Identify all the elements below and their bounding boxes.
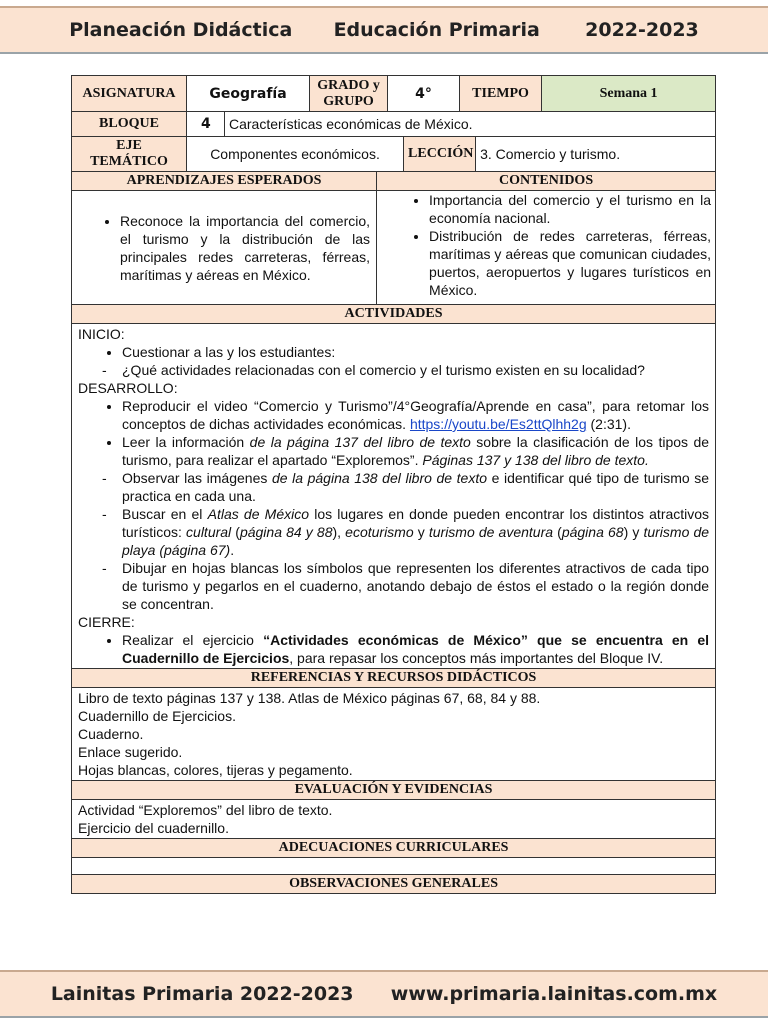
bloque-description: Características económicas de México. xyxy=(225,112,716,137)
grado-label: GRADO y GRUPO xyxy=(310,76,388,112)
asignatura-value: Geografía xyxy=(187,76,310,112)
referencias-cell xyxy=(72,688,716,781)
asignatura-label: ASIGNATURA xyxy=(72,76,187,112)
inicio-label: INICIO: xyxy=(78,326,125,342)
aprendizajes-heading: APRENDIZAJES ESPERADOS xyxy=(72,172,377,191)
evaluacion-line: Ejercicio del cuadernillo. xyxy=(78,820,229,836)
referencia-line: Cuadernillo de Ejercicios. xyxy=(78,708,236,724)
eje-value: Componentes económicos. xyxy=(187,137,404,172)
contenido-item: • Importancia del comercio y el turismo en la economía nacional. xyxy=(429,191,711,227)
adecuaciones-cell xyxy=(72,858,716,875)
footer-site-name: Lainitas Primaria 2022-2023 xyxy=(50,983,354,1005)
desarrollo-label: DESARROLLO: xyxy=(78,380,178,396)
bloque-value: 4 xyxy=(187,112,225,137)
referencia-line: Hojas blancas, colores, tijeras y pegamento. xyxy=(78,762,353,778)
evaluacion-line: Actividad “Exploremos” del libro de texto. xyxy=(78,802,333,818)
desarrollo-item-atlas: - Buscar en el Atlas de México los lugares en donde pueden encontrar los distintos atractivos turísticos: cultural (página 84 y 88), ecoturismo y turismo de aventura (página 68) y turismo de playa (página 67). xyxy=(122,505,709,559)
evaluacion-heading: EVALUACIÓN Y EVIDENCIAS xyxy=(72,781,716,800)
aprendizaje-item: • Reconoce la importancia del comercio, el turismo y la distribución de las principales redes carreteras, férreas, marítimas y aéreas en México. xyxy=(120,212,370,284)
adecuaciones-heading: ADECUACIONES CURRICULARES xyxy=(72,839,716,858)
leccion-label: LECCIÓN xyxy=(404,137,476,172)
contenido-item: • Distribución de redes carreteras, férreas, marítimas y aéreas que comunican ciudades, puertos, aeropuertos y lugares turísticos en México. xyxy=(429,227,711,299)
inicio-item: • Cuestionar a las y los estudiantes: xyxy=(122,343,709,361)
inicio-question: - ¿Qué actividades relacionadas con el comercio y el turismo existen en su localidad? xyxy=(122,361,709,379)
contenidos-cell xyxy=(377,191,716,305)
tiempo-value: Semana 1 xyxy=(542,76,716,112)
footer-url: www.primaria.lainitas.com.mx xyxy=(390,983,718,1005)
header-title: Planeación Didáctica xyxy=(69,19,293,41)
evaluacion-cell xyxy=(72,800,716,839)
desarrollo-item-imagenes: - Observar las imágenes de la página 138 del libro de texto e identificar qué tipo de turismo se practica en cada una. xyxy=(122,469,709,505)
cierre-item: • Realizar el ejercicio “Actividades económicas de México” que se encuentra en el Cuadernillo de Ejercicios, para repasar los conceptos más importantes del Bloque IV. xyxy=(122,631,709,667)
eje-label: EJE TEMÁTICO xyxy=(72,137,187,172)
actividades-cell xyxy=(72,324,716,669)
observaciones-heading: OBSERVACIONES GENERALES xyxy=(72,875,716,894)
referencia-line: Cuaderno. xyxy=(78,726,144,742)
referencia-line: Enlace sugerido. xyxy=(78,744,183,760)
header-year: 2022-2023 xyxy=(585,19,699,41)
referencia-line: Libro de texto páginas 137 y 138. Atlas de México páginas 67, 68, 84 y 88. xyxy=(78,690,541,706)
aprendizajes-cell xyxy=(72,191,377,305)
header-banner xyxy=(0,6,768,54)
leccion-value: 3. Comercio y turismo. xyxy=(476,137,716,172)
grado-value: 4° xyxy=(388,76,460,112)
header-level: Educación Primaria xyxy=(333,19,540,41)
desarrollo-item-lectura: • Leer la información de la página 137 del libro de texto sobre la clasificación de los tipos de turismo, para realizar el apartado “Exploremos”. Páginas 137 y 138 del libro de texto. xyxy=(122,433,709,469)
referencias-heading: REFERENCIAS Y RECURSOS DIDÁCTICOS xyxy=(72,669,716,688)
desarrollo-item-video: • Reproducir el video “Comercio y Turismo”/4°Geografía/Aprende en casa”, para retomar los conceptos de dichas actividades económicas. https://youtu.be/Es2ttQlhh2g (2:31). xyxy=(122,397,709,433)
contenidos-heading: CONTENIDOS xyxy=(377,172,716,191)
bloque-label: BLOQUE xyxy=(72,112,187,137)
desarrollo-item-dibujar: - Dibujar en hojas blancas los símbolos que representen los diferentes atractivos de cada tipo de turismo y pegarlos en el cuaderno, anotando debajo de éstos el estado o la región donde se concentran. xyxy=(122,559,709,613)
video-link[interactable]: https://youtu.be/Es2ttQlhh2g xyxy=(409,416,587,432)
footer-banner xyxy=(0,970,768,1018)
cierre-label: CIERRE: xyxy=(78,614,135,630)
tiempo-label: TIEMPO xyxy=(460,76,542,112)
actividades-heading: ACTIVIDADES xyxy=(72,305,716,324)
planning-table xyxy=(71,75,716,894)
